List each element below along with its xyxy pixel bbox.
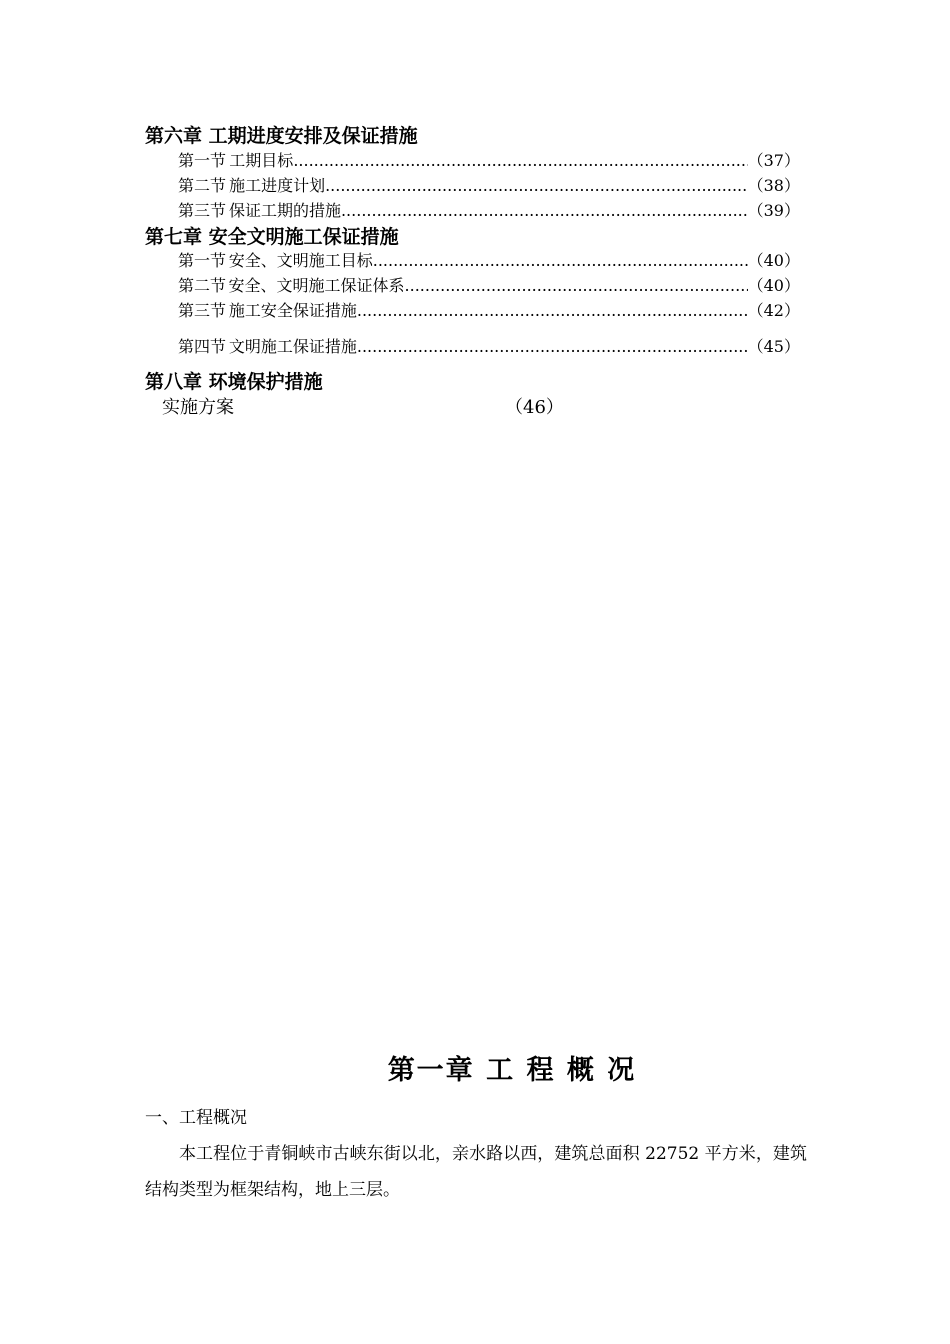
toc-entry-number: 第二节 — [178, 176, 227, 195]
toc-chapter-8-sub-label: 实施方案 — [162, 397, 234, 418]
toc-chapter-6-title: 第六章 工期进度安排及保证措施 — [145, 125, 418, 147]
toc-chapter-7-title: 第七章 安全文明施工保证措施 — [145, 226, 399, 248]
toc-dot-leader — [357, 336, 748, 358]
toc-dot-leader — [357, 300, 748, 322]
toc-entry-title: 施工进度计划 — [229, 176, 326, 195]
toc-entry[interactable] — [178, 250, 800, 272]
section-heading: 一、工程概况 — [145, 1108, 247, 1128]
toc-entry-number: 第一节 — [178, 151, 227, 170]
toc-entry-title: 保证工期的措施 — [228, 201, 341, 220]
toc-dot-leader — [341, 200, 748, 222]
toc-dot-leader — [405, 275, 748, 297]
toc-entry-title: 安全、文明施工保证体系 — [228, 276, 405, 295]
toc-entry-page: （39） — [747, 201, 800, 220]
toc-entry[interactable] — [178, 300, 800, 322]
toc-entry-page: （40） — [747, 251, 800, 270]
toc-chapter-8-sub-page: （46） — [505, 397, 564, 418]
toc-entry-title: 文明施工保证措施 — [228, 337, 357, 356]
toc-entry-number: 第二节 — [178, 276, 227, 295]
toc-entry-number: 第一节 — [178, 251, 227, 270]
toc-entry[interactable] — [178, 275, 800, 297]
toc-entry-page: （37） — [747, 151, 800, 170]
toc-entry-title: 安全、文明施工目标 — [228, 251, 373, 270]
toc-entry-title: 工期目标 — [229, 151, 294, 170]
toc-dot-leader — [325, 175, 748, 197]
toc-entry-number: 第四节 — [178, 337, 227, 356]
toc-entry[interactable] — [178, 150, 800, 172]
toc-entry[interactable] — [178, 175, 800, 197]
toc-entry[interactable] — [178, 336, 800, 358]
body-paragraph: 本工程位于青铜峡市古峡东街以北，亲水路以西，建筑总面积 22752 平方米，建筑结构类型为框架结构，地上三层。 — [145, 1144, 807, 1200]
toc-entry-page: （38） — [747, 176, 800, 195]
toc-entry-page: （40） — [747, 276, 800, 295]
toc-entry-page: （42） — [747, 301, 800, 320]
toc-entry[interactable] — [178, 200, 800, 222]
chapter-heading: 第一章 工 程 概 况 — [387, 1055, 637, 1086]
toc-entry-number: 第三节 — [178, 301, 227, 320]
toc-entry-title: 施工安全保证措施 — [228, 301, 357, 320]
toc-entry-number: 第三节 — [178, 201, 227, 220]
toc-chapter-8-title: 第八章 环境保护措施 — [145, 371, 323, 393]
toc-dot-leader — [373, 250, 748, 272]
toc-entry-page: （45） — [747, 337, 800, 356]
toc-dot-leader — [293, 150, 747, 172]
